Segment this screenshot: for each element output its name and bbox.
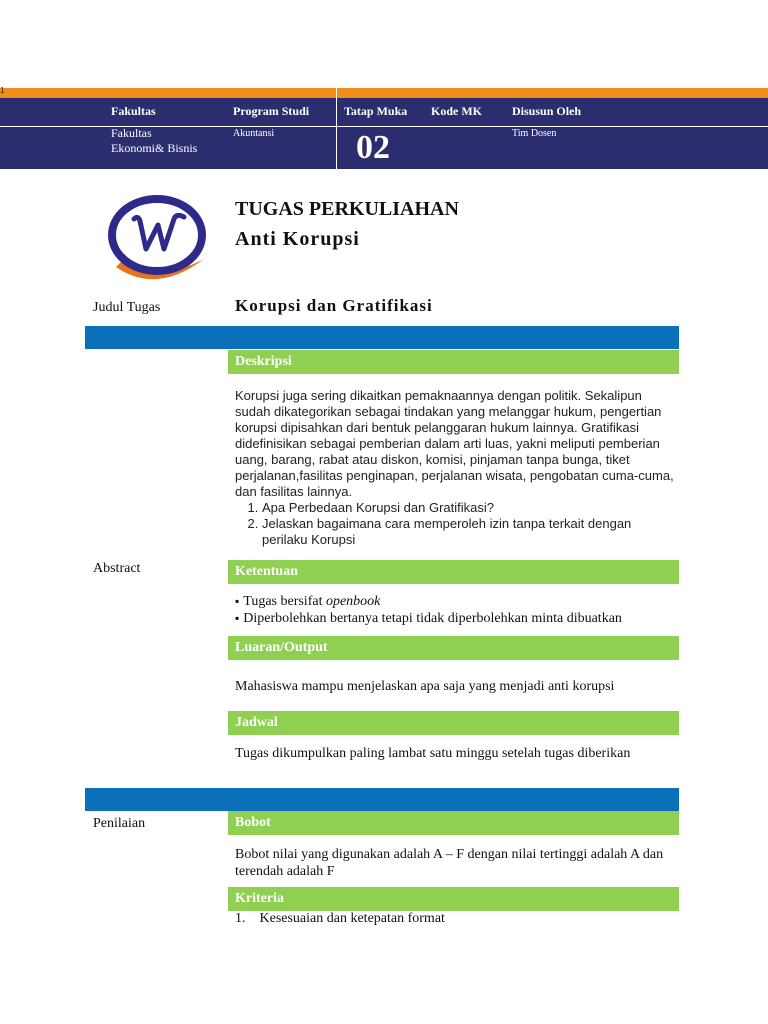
header-orange-bar: [0, 88, 768, 98]
tatap-muka-label: Tatap Muka: [344, 104, 408, 118]
section-divider-bar: [85, 326, 679, 349]
ketentuan-list: [235, 593, 675, 627]
luaran-header: Luaran/Output: [228, 636, 679, 660]
kriteria-item: [235, 911, 445, 927]
doc-title: TUGAS PERKULIAHAN: [235, 198, 459, 220]
deskripsi-header: Deskripsi: [228, 350, 679, 374]
jadwal-header: Jadwal: [228, 711, 679, 735]
ketentuan-item: [243, 593, 675, 610]
judul-tugas-value: Korupsi dan Gratifikasi: [235, 296, 433, 315]
penilaian-label: Penilaian: [93, 816, 146, 831]
disusun-oleh-label: Disusun Oleh: [512, 104, 582, 118]
program-studi-value: Akuntansi: [233, 128, 275, 139]
disusun-oleh-value: Tim Dosen: [512, 128, 557, 139]
section-divider-bar: [85, 788, 679, 811]
abstract-label: Abstract: [93, 561, 141, 576]
university-logo: [104, 195, 210, 289]
judul-tugas-label: Judul Tugas: [93, 300, 161, 315]
fakultas-value: [111, 126, 197, 156]
tatap-muka-value: 02: [356, 129, 390, 166]
ketentuan-item: ▪ Diperbolehkan bertanya tetapi tidak diperbolehkan minta dibuatkan: [247, 610, 675, 627]
kriteria-text: Kesesuaian dan ketepatan format: [259, 911, 445, 926]
logo-ring: [112, 199, 202, 271]
kriteria-header: Kriteria: [228, 887, 679, 911]
bobot-header: Bobot: [228, 811, 679, 835]
deskripsi-body: [235, 388, 675, 548]
fakultas-value-line1: Fakultas: [111, 126, 152, 140]
question-item: 1. Apa Perbedaan Korupsi dan Gratifikasi?: [262, 500, 675, 516]
deskripsi-text: Korupsi juga sering dikaitkan pemaknaannya dengan politik. Sekalipun sudah dikategorikan sebagai tindakan yang melanggar hukum, pengertian korupsi dipisahkan dari bentuk pelanggaran hukum lainnya. Gratifikasi didefinisikan sebagai pemberian dalam arti luas, yakni meliputi pemberian uang, barang, rabat atau diskon, komisi, pinjaman tanpa bunga, tiket perjalanan,fasilitas penginapan, perjalanan wisata, pengobatan cuma-cuma, dan fasilitas lainnya.: [235, 388, 674, 499]
page-marker: 1: [0, 86, 5, 95]
question-list: [235, 500, 675, 548]
ketentuan-item-text: Tugas bersifat: [243, 594, 326, 609]
kriteria-number: 1.: [235, 911, 246, 926]
ketentuan-header: Ketentuan: [228, 560, 679, 584]
luaran-text: Mahasiswa mampu menjelaskan apa saja yang menjadi anti korupsi: [235, 679, 615, 694]
header-vertical-divider: [336, 88, 337, 169]
logo-w-letter: [134, 215, 184, 249]
ketentuan-item-emphasis: openbook: [325, 594, 381, 609]
bobot-text: Bobot nilai yang digunakan adalah A – F dengan nilai tertinggi adalah A dan terendah adalah F: [235, 847, 664, 879]
kode-mk-label: Kode MK: [431, 104, 482, 118]
question-item: 2. Jelaskan bagaimana cara memperoleh izin tanpa terkait dengan perilaku Korupsi: [262, 516, 675, 548]
course-title: Anti Korupsi: [235, 228, 360, 250]
program-studi-label: Program Studi: [233, 104, 310, 118]
fakultas-label: Fakultas: [111, 104, 156, 118]
jadwal-text: Tugas dikumpulkan paling lambat satu minggu setelah tugas diberikan: [235, 746, 631, 761]
fakultas-value-line2: Ekonomi& Bisnis: [111, 141, 198, 155]
